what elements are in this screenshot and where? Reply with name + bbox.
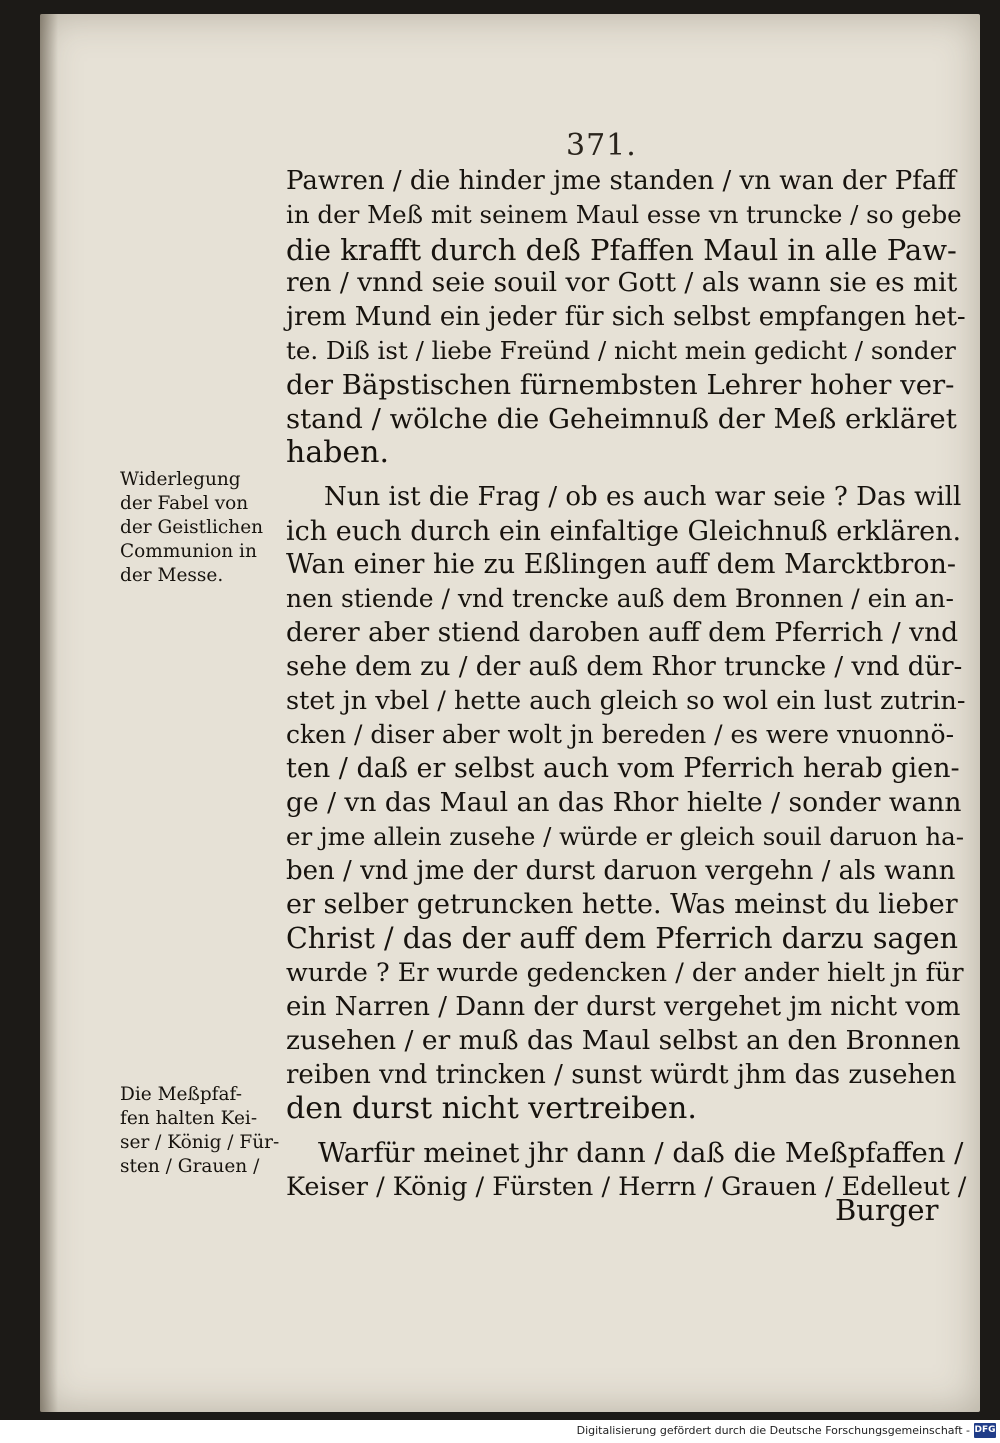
text-line: ben / vnd jme der durst daruon vergehn / als wann [286,856,956,886]
text-line: Christ / das der auff dem Pferrich darzu sagen [286,922,958,955]
text-line: te. Diß ist / liebe Freünd / nicht mein gedicht / sonder [286,336,956,365]
marginal-line: sten / Grauen / [120,1156,260,1177]
marginal-line: der Geistlichen [120,517,264,538]
marginal-line: der Messe. [120,565,224,586]
marginal-note-refutation [120,470,280,600]
text-line: nen stiende / vnd trencke auß dem Bronnen / ein an- [286,584,954,613]
marginal-line: Die Meßpfaf- [120,1084,242,1105]
text-line: derer aber stiend daroben auff dem Pferrich / vnd [286,617,959,648]
text-line: sehe dem zu / der auß dem Rhor truncke / vnd dür- [286,652,963,682]
text-line: reiben vnd trincken / sunst würdt jhm das zusehen [286,1060,957,1090]
text-line: ein Narren / Dann der durst vergehet jm nicht vom [286,992,961,1022]
marginal-line: ser / König / Für- [120,1132,280,1153]
footer-bar [0,1420,1000,1443]
text-line: zusehen / er muß das Maul selbst an den Bronnen [286,1025,961,1056]
text-line: cken / diser aber wolt jn bereden / es were vnuonnö- [286,720,955,749]
text-line: er jme allein zusehe / würde er gleich souil daruon ha- [286,822,965,851]
text-line: Keiser / König / Fürsten / Herrn / Grauen / Edelleut / [286,1172,967,1202]
text-line: Wan einer hie zu Eßlingen auff dem Marcktbron- [286,549,957,580]
text-line: die krafft durch deß Pfaffen Maul in alle Paw- [286,233,957,267]
marginal-line: Communion in [120,541,257,562]
text-line: Nun ist die Frag / ob es auch war seie ? Das will [324,482,962,512]
marginal-line: Widerlegung [120,469,241,490]
text-line: Warfür meinet jhr dann / daß die Meßpfaffen / [318,1137,964,1169]
text-line: er selber getruncken hette. Was meinst du lieber [286,889,958,920]
text-line: ich euch durch ein einfaltige Gleichnuß erklären. [286,516,962,547]
page-number: 371. [566,128,637,163]
text-line: in der Meß mit seinem Maul esse vn truncke / so gebe [286,200,962,229]
text-line: der Bäpstischen fürnembsten Lehrer hoher ver- [286,369,955,401]
text-line: ge / vn das Maul an das Rhor hielte / sonder wann [286,787,962,818]
marginal-note-mass-priests [120,1085,280,1195]
marginal-line: der Fabel von [120,493,249,514]
text-line: haben. [286,435,390,470]
text-line: ren / vnnd seie souil vor Gott / als wann sie es mit [286,267,958,298]
text-line: jrem Mund ein jeder für sich selbst empfangen het- [286,302,966,332]
text-line: Pawren / die hinder jme standen / vn wan der Pfaff [286,166,956,196]
main-text-block [286,166,966,1206]
text-line: wurde ? Er wurde gedencken / der ander hielt jn für [286,958,964,988]
text-line: den durst nicht vertreiben. [286,1091,697,1126]
catchword: Burger [835,1193,939,1227]
marginal-line: fen halten Kei- [120,1108,258,1129]
text-line: ten / daß er selbst auch vom Pferrich herab gien- [286,753,960,784]
text-line: stand / wölche die Geheimnuß der Meß erkläret [286,403,957,435]
dfg-logo: DFG [974,1423,996,1438]
text-line: stet jn vbel / hette auch gleich so wol ein lust zutrin- [286,686,966,716]
digitization-credit: Digitalisierung gefördert durch die Deutsche Forschungsgemeinschaft - [576,1424,970,1437]
